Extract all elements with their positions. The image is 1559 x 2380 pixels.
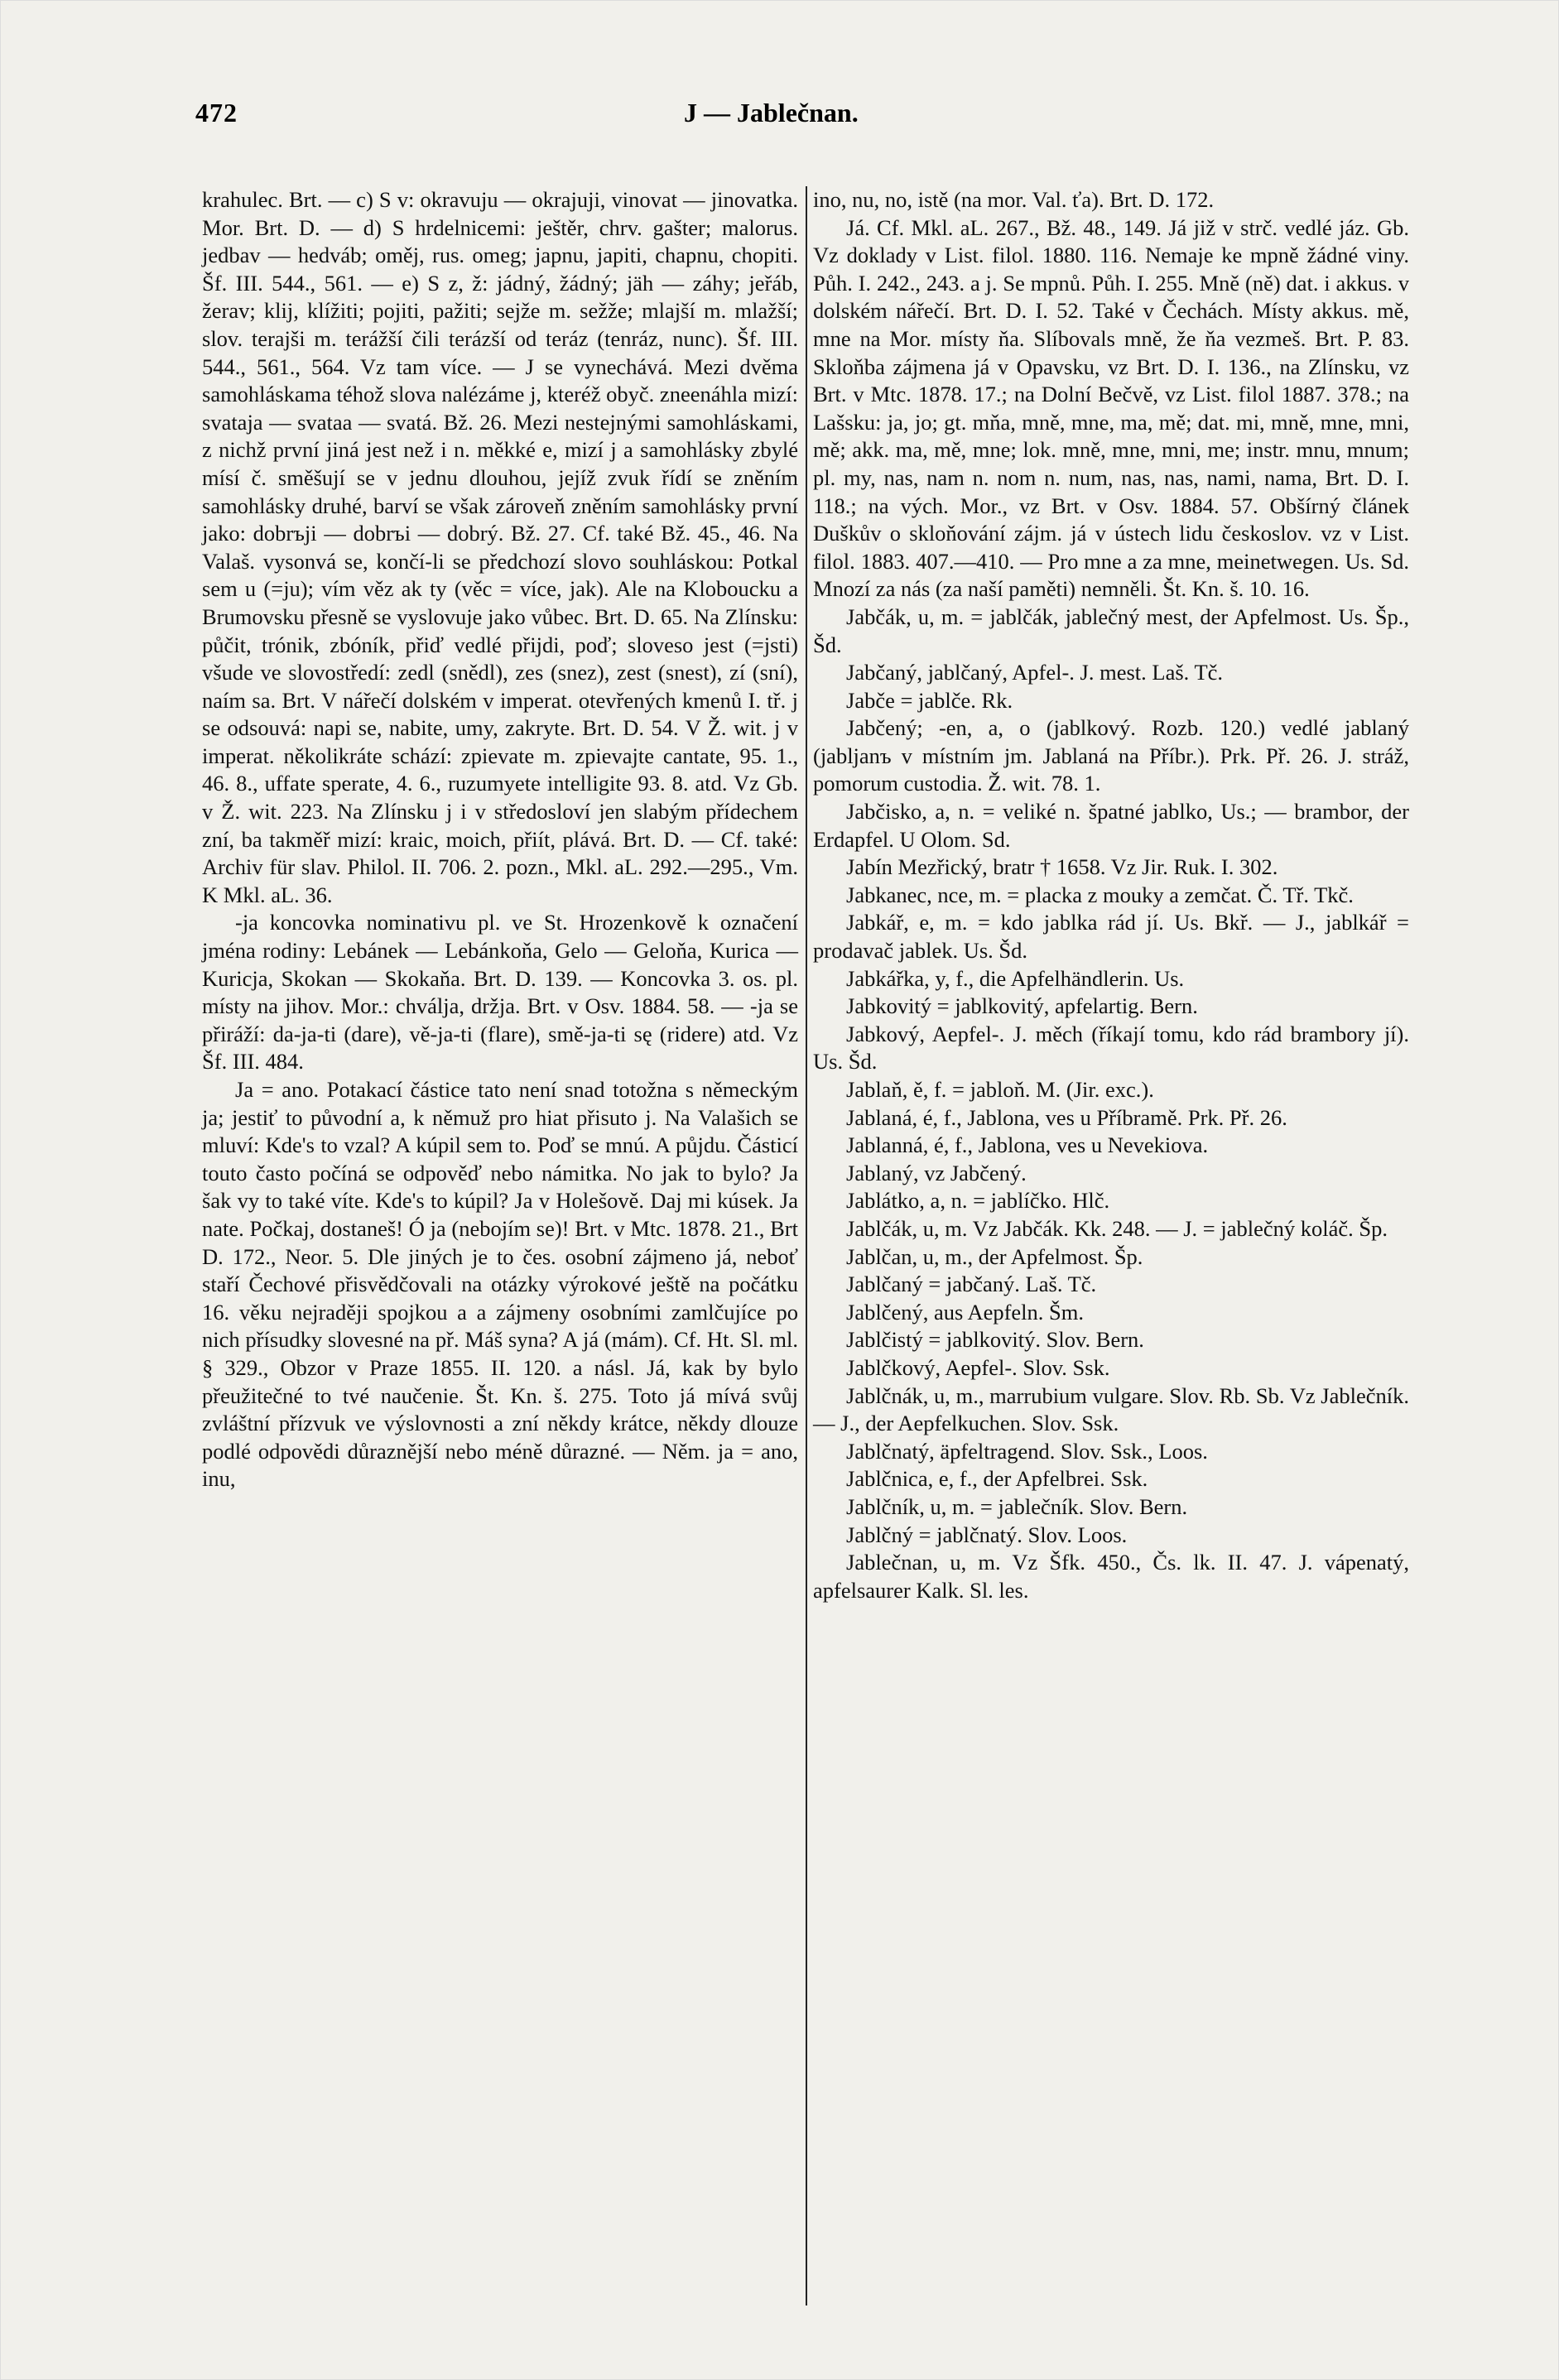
dictionary-entry: Jablčan, u, m., der Apfelmost. Šp. — [846, 1243, 1143, 1269]
dictionary-entry: Jablčený, aus Aepfeln. Šm. — [846, 1299, 1085, 1325]
dictionary-entry: Jablčák, u, m. Vz Jabčák. Kk. 248. — J. = jablečný koláč. Šp. — [846, 1215, 1388, 1241]
right-column — [813, 186, 1409, 2305]
dictionary-entry: Jablaň, ě, f. = jabloň. M. (Jir. exc.). — [846, 1077, 1154, 1102]
dictionary-entry: Jabkářka, y, f., die Apfelhändlerin. Us. — [846, 965, 1185, 991]
dictionary-entry: Jabčený; -en, a, o (jablkový. Rozb. 120.) vedlé jablaný (jabljanъ v místním jm. Jablaná na Příbr.). Prk. Př. 26. J. stráž, pomorum custodia. Ž. wit. 78. 1. — [813, 715, 1409, 796]
running-head: J — Jablečnan. — [684, 98, 859, 127]
dictionary-entry: Jabkovitý = jablkovitý, apfelartig. Bern. — [846, 993, 1198, 1019]
dictionary-entry: Jabčisko, a, n. = veliké n. špatné jablko, Us.; — brambor, der Erdapfel. U Olom. Sd. — [813, 799, 1409, 852]
dictionary-entry: Jabín Mezřický, bratr † 1658. Vz Jir. Ruk. I. 302. — [846, 854, 1278, 880]
dictionary-entry: Jablčný = jablčnatý. Slov. Loos. — [846, 1522, 1128, 1547]
dictionary-entry: Jablanná, é, f., Jablona, ves u Nevekiova. — [846, 1132, 1209, 1158]
page-number: 472 — [195, 98, 238, 127]
dictionary-entry: Jablčaný = jabčaný. Laš. Tč. — [846, 1272, 1097, 1297]
dictionary-entry: Jablčkový, Aepfel-. Slov. Ssk. — [846, 1354, 1110, 1380]
dictionary-entry: Já. Cf. Mkl. aL. 267., Bž. 48., 149. Já již v strč. vedlé jáz. Gb. Vz doklady v List. filol. 1880. 116. Nemaje ke mpně žádné viny. Půh. I. 242., 243. a j. Se mpnů. Půh. I. 255. Mně (ně) dat. i akkus. v dolském nářečí. Brt. D. I. 52. Také v Čechách. Místy akkus. mě, mne na Mor. místy ňa. Slíbovals mně, že ňa vezmeš. Brt. P. 83. Skloňba zájmena já v Opavsku, vz Brt. D. I. 136., na Zlínsku, vz Brt. v Mtc. 1878. 17.; na Dolní Bečvě, vz List. filol 1887. 378.; na Lašsku: ja, jo; gt. mňa, mně, mne, ma, mě; dat. mi, mně, mne, mni, mě; akk. ma, mě, mne; lok. mně, mne, mni, me; instr. mnu, mnum; pl. my, nas, nam n. nom n. num, nas, nas, nami, nama, Brt. D. I. 118.; na vých. Mor., vz Brt. v Osv. 1884. 57. Obšírný článek Duškův o skloňování zájm. já v ústech lidu českoslov. vz v List. filol. 1883. 407.—410. — Pro mne a za mne, meinetwegen. Us. Sd. Mnozí za nás (za naší paměti) nemněli. Št. Kn. š. 10. 16. — [813, 214, 1409, 602]
dictionary-entry: Jabče = jablče. Rk. — [846, 687, 1013, 713]
dictionary-entry: Jabkář, e, m. = kdo jablka rád jí. Us. Bkř. — J., jablkář = prodavač jablek. Us. Šd. — [813, 910, 1409, 964]
left-column — [202, 186, 798, 2305]
dictionary-entry: Jablečnan, u, m. Vz Šfk. 450., Čs. lk. II. 47. J. vápenatý, apfelsaurer Kalk. Sl. les. — [813, 1550, 1409, 1603]
page-header — [195, 98, 1429, 147]
dictionary-entry: Jablčistý = jablkovitý. Slov. Bern. — [846, 1327, 1144, 1353]
dictionary-entry: krahulec. Brt. — c) S v: okravuju — okrajuji, vinovat — jinovatka. Mor. Brt. D. — d) S hrdelnicemi: ještěr, chrv. gašter; malorus. jedbav — hedváb; oměj, rus. omeg; japnu, japiti, chapnu, chopiti. Šf. III. 544., 561. — e) S z, ž: jádný, žádný; jäh — záhy; jeřáb, žerav; klij, klížiti; pojiti, pažiti; sejže m. sežže; mlajší m. mlažší; slov. terajši m. terážší čili terázší od teráz (tenráz, nunc). Šf. III. 544., 561., 564. Vz tam více. — J se vynechává. Mezi dvěma samohláskama téhož slova nalézáme j, kteréž obyč. zneenáhla mizí: svataja — svataa — svatá. Bž. 26. Mezi nestejnými samohláskami, z nichž první jiná jest než i n. měkké e, mizí j a samohlásky zbylé mísí č. směšují se v jednu dlouhou, jejíž zvuk řídí se zněním samohlásky druhé, barví se však zároveň zněním samohlásky první jako: dobrъji — dobrъi — dobrý. Bž. 27. Cf. také Bž. 45., 46. Na Valaš. vysonvá se, končí-li se předchozí slovo souhláskou: Potkal sem u (=ju); vím věz ak ty (věc = více, jak). Ale na Kloboucku a Brumovsku přesně se vyslovuje jako vůbec. Brt. D. 65. Na Zlínsku: půčit, trónik, zbóník, přiď vedlé přijdi, poď; sloveso jest (=jsti) všude ve slovostředí: zedl (snědl), zes (snez), zest (snest), zí (sní), naím sa. Brt. V nářečí dolském v imperat. otevřených kmenů I. tř. j se odsouvá: napi se, nabite, umy, zakryte. Brt. D. 54. V Ž. wit. j v imperat. několikráte schází: zpievate m. zpievajte cantate, 95. 1., 46. 8., uffate sperate, 4. 6., ruzumyete intelligite 93. 8. atd. Vz Gb. v Ž. wit. 223. Na Zlínsku j i v středosloví jen slabým přídechem zní, ba takměř mizí: kraic, moich, přiít, plává. Brt. D. — Cf. také: Archiv für slav. Philol. II. 706. 2. pozn., Mkl. aL. 292.—295., Vm. K Mkl. aL. 36. — [202, 187, 798, 907]
dictionary-entry: Ja = ano. Potakací částice tato není snad totožna s německým ja; jestiť to původní a, k němuž pro hiat přisuto j. Na Valašich se mluví: Kde's to vzal? A kúpil sem to. Poď se mnú. A půjdu. Částicí touto často počíná se odpověď nebo námitka. No jak to bylo? Ja šak vy to také víte. Kde's to kúpil? Ja v Holešově. Daj mi kúsek. Ja nate. Počkaj, dostaneš! Ó ja (nebojím se)! Brt. v Mtc. 1878. 21., Brt D. 172., Neor. 5. Dle jiných je to čes. osobní zájmeno já, neboť staří Čechové přisvědčovali na otázky výrokové ještě na počátku 16. věku nejraději spojkou a a zájmeny osobními zamlčujíce po nich přísudky slovesné na př. Máš syna? A já (mám). Cf. Ht. Sl. ml. § 329., Obzor v Praze 1855. II. 120. a násl. Já, kak by bylo přeužitečné to tvé naučenie. Št. Kn. š. 275. Toto já mívá svůj zvláštní přízvuk ve výslovnosti a zní někdy krátce, někdy dlouze podlé odpovědi důraznější nebo méně důrazné. — Něm. ja = ano, inu, — [202, 1077, 798, 1492]
dictionary-entry: Jablaná, é, f., Jablona, ves u Příbramě. Prk. Př. 26. — [846, 1104, 1287, 1130]
dictionary-entry: ino, nu, no, istě (na mor. Val. ťa). Brt. D. 172. — [813, 187, 1215, 212]
dictionary-entry: Jabčaný, jablčaný, Apfel-. J. mest. Laš. Tč. — [846, 660, 1224, 685]
dictionary-entry: Jablčník, u, m. = jablečník. Slov. Bern. — [846, 1493, 1188, 1519]
dictionary-entry: Jabčák, u, m. = jablčák, jablečný mest, der Apfelmost. Us. Šp., Šd. — [813, 603, 1409, 657]
dictionary-entry: Jablčnica, e, f., der Apfelbrei. Ssk. — [846, 1466, 1148, 1492]
dictionary-entry: Jablaný, vz Jabčený. — [846, 1160, 1027, 1185]
dictionary-entry: Jablátko, a, n. = jablíčko. Hlč. — [846, 1188, 1110, 1214]
dictionary-entry: Jabkanec, nce, m. = placka z mouky a zemčat. Č. Tř. Tkč. — [846, 882, 1354, 907]
column-rule — [806, 186, 807, 2305]
dictionary-entry: Jablčnák, u, m., marrubium vulgare. Slov. Rb. Sb. Vz Jablečník. — J., der Aepfelkuchen. Slov. Ssk. — [813, 1382, 1409, 1436]
dictionary-entry: Jabkový, Aepfel-. J. měch (říkají tomu, kdo rád brambory jí). Us. Šd. — [813, 1021, 1409, 1075]
dictionary-entry: Jablčnatý, äpfeltragend. Slov. Ssk., Loos. — [846, 1438, 1208, 1464]
dictionary-entry: -ja koncovka nominativu pl. ve St. Hrozenkově k označení jména rodiny: Lebánek — Lebánkoňa, Gelo — Geloňa, Kurica — Kuricja, Skokan — Skokaňa. Brt. D. 139. — Koncovka 3. os. pl. místy na jihov. Mor.: chválja, držja. Brt. v Osv. 1884. 58. — -ja se přiráží: da-ja-ti (dare), vě-ja-ti (flare), smě-ja-ti sę (ridere) atd. Vz Šf. III. 484. — [202, 910, 798, 1075]
